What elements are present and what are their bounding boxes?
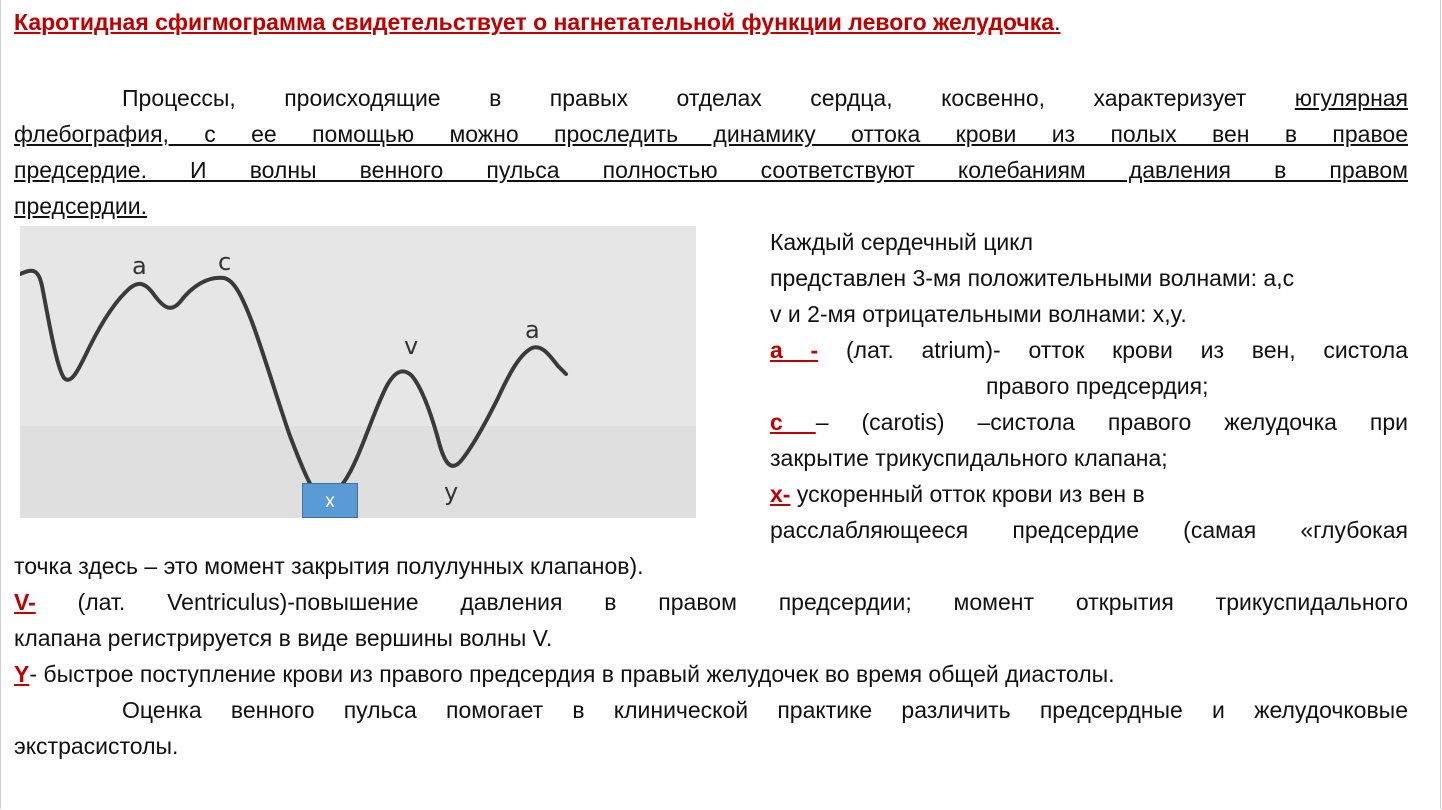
v-line — [14, 584, 1408, 620]
y-line — [14, 656, 1115, 692]
a-marker: а - — [770, 337, 819, 363]
x-continuation: точка здесь – это момент закрытия полулунных клапанов). — [14, 553, 644, 579]
right-x-line — [770, 476, 1145, 512]
label-a2: a — [525, 316, 540, 344]
y-marker: Y — [14, 661, 30, 687]
slide-heading — [14, 9, 1060, 36]
right-line3: v и 2-мя отрицательными волнами: x,y. — [770, 301, 1187, 327]
para1-lead: Процессы, происходящие в правых отделах сердца, косвенно, характеризует — [122, 85, 1247, 111]
heading-dot: . — [1054, 9, 1061, 35]
v-marker: V- — [14, 589, 36, 615]
para1-line1 — [122, 80, 1408, 116]
right-a-line2: правого предсердия; — [986, 373, 1209, 399]
right-x-line2: расслабляющееся предсердие (самая «глубокая — [770, 517, 1408, 543]
x-marker: х- — [770, 481, 791, 507]
y-text: - быстрое поступление крови из правого предсердия в правый желудочек во время общей диастолы. — [29, 661, 1115, 687]
para1-line3: предсердие. И волны венного пульса полностью соответствуют колебаниям давления в правом — [14, 157, 1408, 183]
v-line2: клапана регистрируется в виде вершины волны V. — [14, 625, 553, 651]
para1-underlined-term: югулярная — [1294, 85, 1409, 111]
label-y: y — [444, 478, 459, 506]
v-text: (лат. Ventriculus)-повышение давления в правом предсердии; момент открытия трикуспидального — [35, 589, 1408, 615]
phlebogram-figure — [20, 226, 696, 518]
right-line1: Каждый сердечный цикл — [770, 229, 1033, 255]
c-marker: с — [770, 409, 816, 435]
final-line1: Оценка венного пульса помогает в клинической практике различить предсердные и желудочковые — [122, 697, 1408, 723]
para1-line2: флебография, с ее помощью можно проследить динамику оттока крови из полых вен в правое — [14, 121, 1408, 147]
x-label-box: x — [302, 483, 358, 518]
right-line2: представлен 3-мя положительными волнами: a,c — [770, 265, 1295, 291]
label-v: v — [404, 332, 419, 360]
phlebogram-curve — [20, 226, 696, 518]
para1-line4: предсердии. — [14, 193, 148, 219]
label-c: c — [218, 248, 232, 276]
label-a1: a — [132, 252, 147, 280]
a-text: (лат. atrium)- отток крови из вен, систола — [845, 337, 1409, 363]
heading-text: Каротидная сфигмограмма свидетельствует о нагнетательной функции левого желудочка — [14, 9, 1055, 35]
c-text: – (carotis) –систола правого желудочка при — [815, 409, 1408, 435]
x-text: ускоренный отток крови из вен в — [790, 481, 1145, 507]
right-c-line — [770, 404, 1408, 440]
final-line2: экстрасистолы. — [14, 733, 179, 759]
right-a-line — [770, 332, 1408, 368]
right-c-line2: закрытие трикуспидального клапана; — [770, 445, 1168, 471]
